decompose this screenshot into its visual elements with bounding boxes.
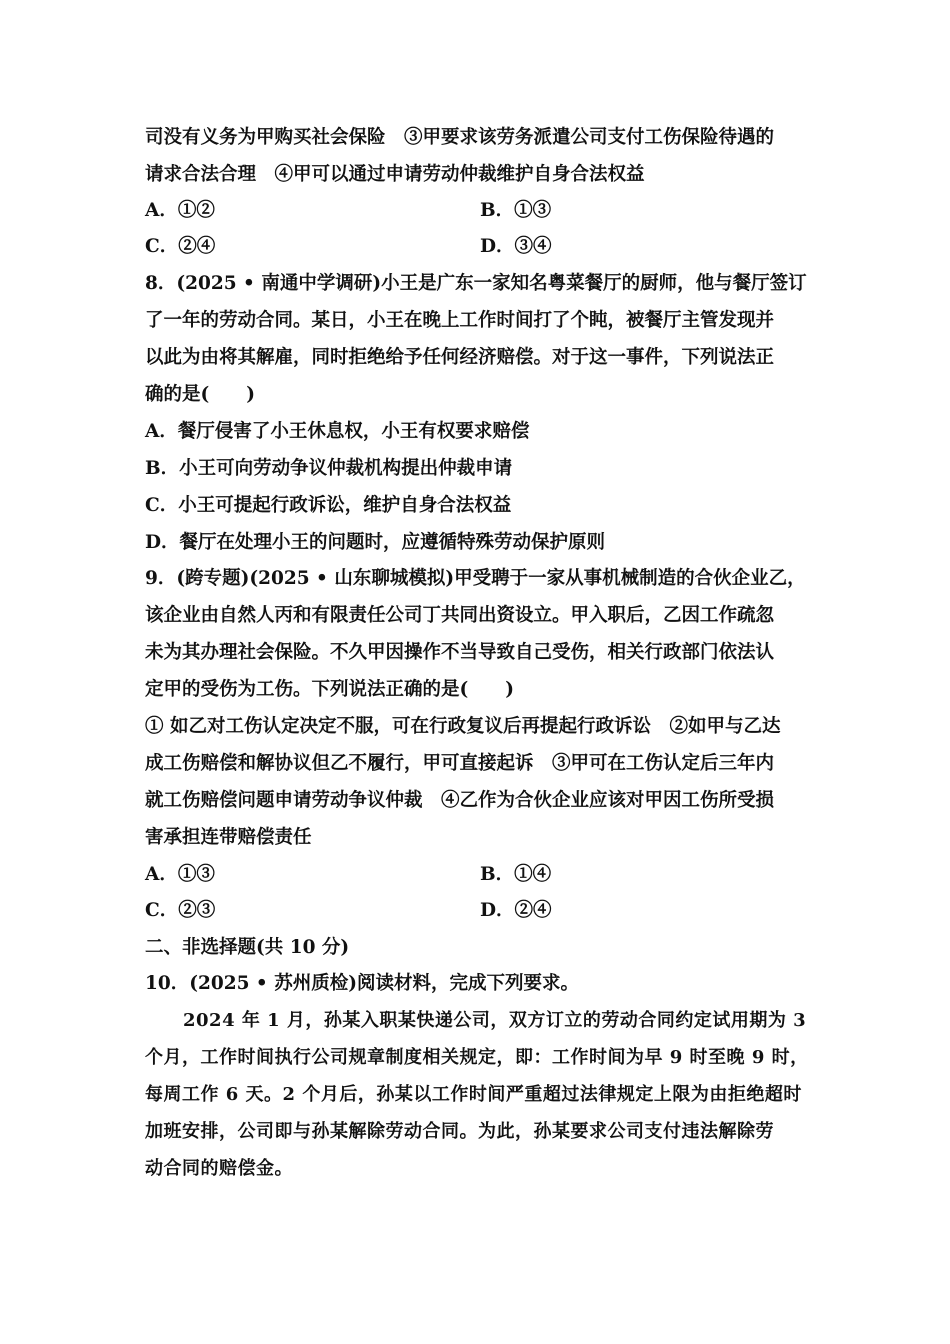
q9-line-4: 定甲的受伤为工伤。下列说法正确的是( ) — [145, 679, 515, 700]
q8-line-4: 确的是( ) — [145, 384, 256, 405]
q10-material-line-5: 动合同的赔偿金。 — [145, 1158, 293, 1179]
q8-line-3: 以此为由将其解雇，同时拒绝给予任何经济赔偿。对于这一事件，下列说法正 — [145, 347, 775, 368]
q9-line-3: 未为其办理社会保险。不久甲因操作不当导致自己受伤，相关行政部门依法认 — [145, 642, 775, 663]
q7-option-c: C．②④ — [145, 236, 216, 257]
q9-line-7: 就工伤赔偿问题申请劳动争议仲裁 ④乙作为合伙企业应该对甲因工伤所受损 — [145, 790, 775, 811]
q8-option-a: A．餐厅侵害了小王休息权，小王有权要求赔偿 — [145, 421, 530, 442]
q9-line-2: 该企业由自然人丙和有限责任公司丁共同出资设立。甲入职后，乙因工作疏忽 — [145, 605, 775, 626]
q8-option-d: D．餐厅在处理小王的问题时，应遵循特殊劳动保护原则 — [145, 532, 606, 553]
q9-option-c: C．②③ — [145, 900, 216, 921]
q10-material-line-4: 加班安排，公司即与孙某解除劳动合同。为此，孙某要求公司支付违法解除劳 — [145, 1121, 774, 1142]
q9-line-5: ① 如乙对工伤认定决定不服，可在行政复议后再提起行政诉讼 ②如甲与乙达 — [145, 716, 781, 737]
q7-option-d: D．③④ — [480, 236, 552, 257]
q9-line-1: 9．(跨专题)(2025 • 山东聊城模拟)甲受聘于一家从事机械制造的合伙企业乙， — [145, 568, 806, 589]
q10-material-line-1: 2024 年 1 月，孙某入职某快递公司，双方订立的劳动合同约定试用期为 3 — [183, 1010, 807, 1031]
q8-line-1: 8．(2025 • 南通中学调研)小王是广东一家知名粤菜餐厅的厨师，他与餐厅签订 — [145, 273, 807, 294]
q10-material-line-3: 每周工作 6 天。2 个月后，孙某以工作时间严重超过法律规定上限为由拒绝超时 — [145, 1084, 802, 1105]
q9-line-8: 害承担连带赔偿责任 — [145, 827, 312, 848]
q9-option-a: A．①③ — [145, 864, 215, 885]
q7-option-b: B．①③ — [480, 200, 552, 221]
q10-material-line-2: 个月，工作时间执行公司规章制度相关规定，即：工作时间为早 9 时至晚 9 时， — [145, 1047, 809, 1068]
q7-line-2: 请求合法合理 ④甲可以通过申请劳动仲裁维护自身合法权益 — [145, 164, 645, 185]
q7-option-a: A．①② — [145, 200, 215, 221]
section-heading: 二、非选择题(共 10 分) — [145, 937, 350, 958]
q9-option-d: D．②④ — [480, 900, 552, 921]
q9-option-b: B．①④ — [480, 864, 552, 885]
q8-line-2: 了一年的劳动合同。某日，小王在晚上工作时间打了个盹，被餐厅主管发现并 — [145, 310, 775, 331]
q9-line-6: 成工伤赔偿和解协议但乙不履行，甲可直接起诉 ③甲可在工伤认定后三年内 — [145, 753, 775, 774]
q8-option-c: C．小王可提起行政诉讼，维护自身合法权益 — [145, 495, 512, 516]
q7-line-1: 司没有义务为甲购买社会保险 ③甲要求该劳务派遣公司支付工伤保险待遇的 — [145, 127, 775, 148]
q8-option-b: B．小王可向劳动争议仲裁机构提出仲裁申请 — [145, 458, 513, 479]
q10-line-1: 10．(2025 • 苏州质检)阅读材料，完成下列要求。 — [145, 973, 579, 994]
